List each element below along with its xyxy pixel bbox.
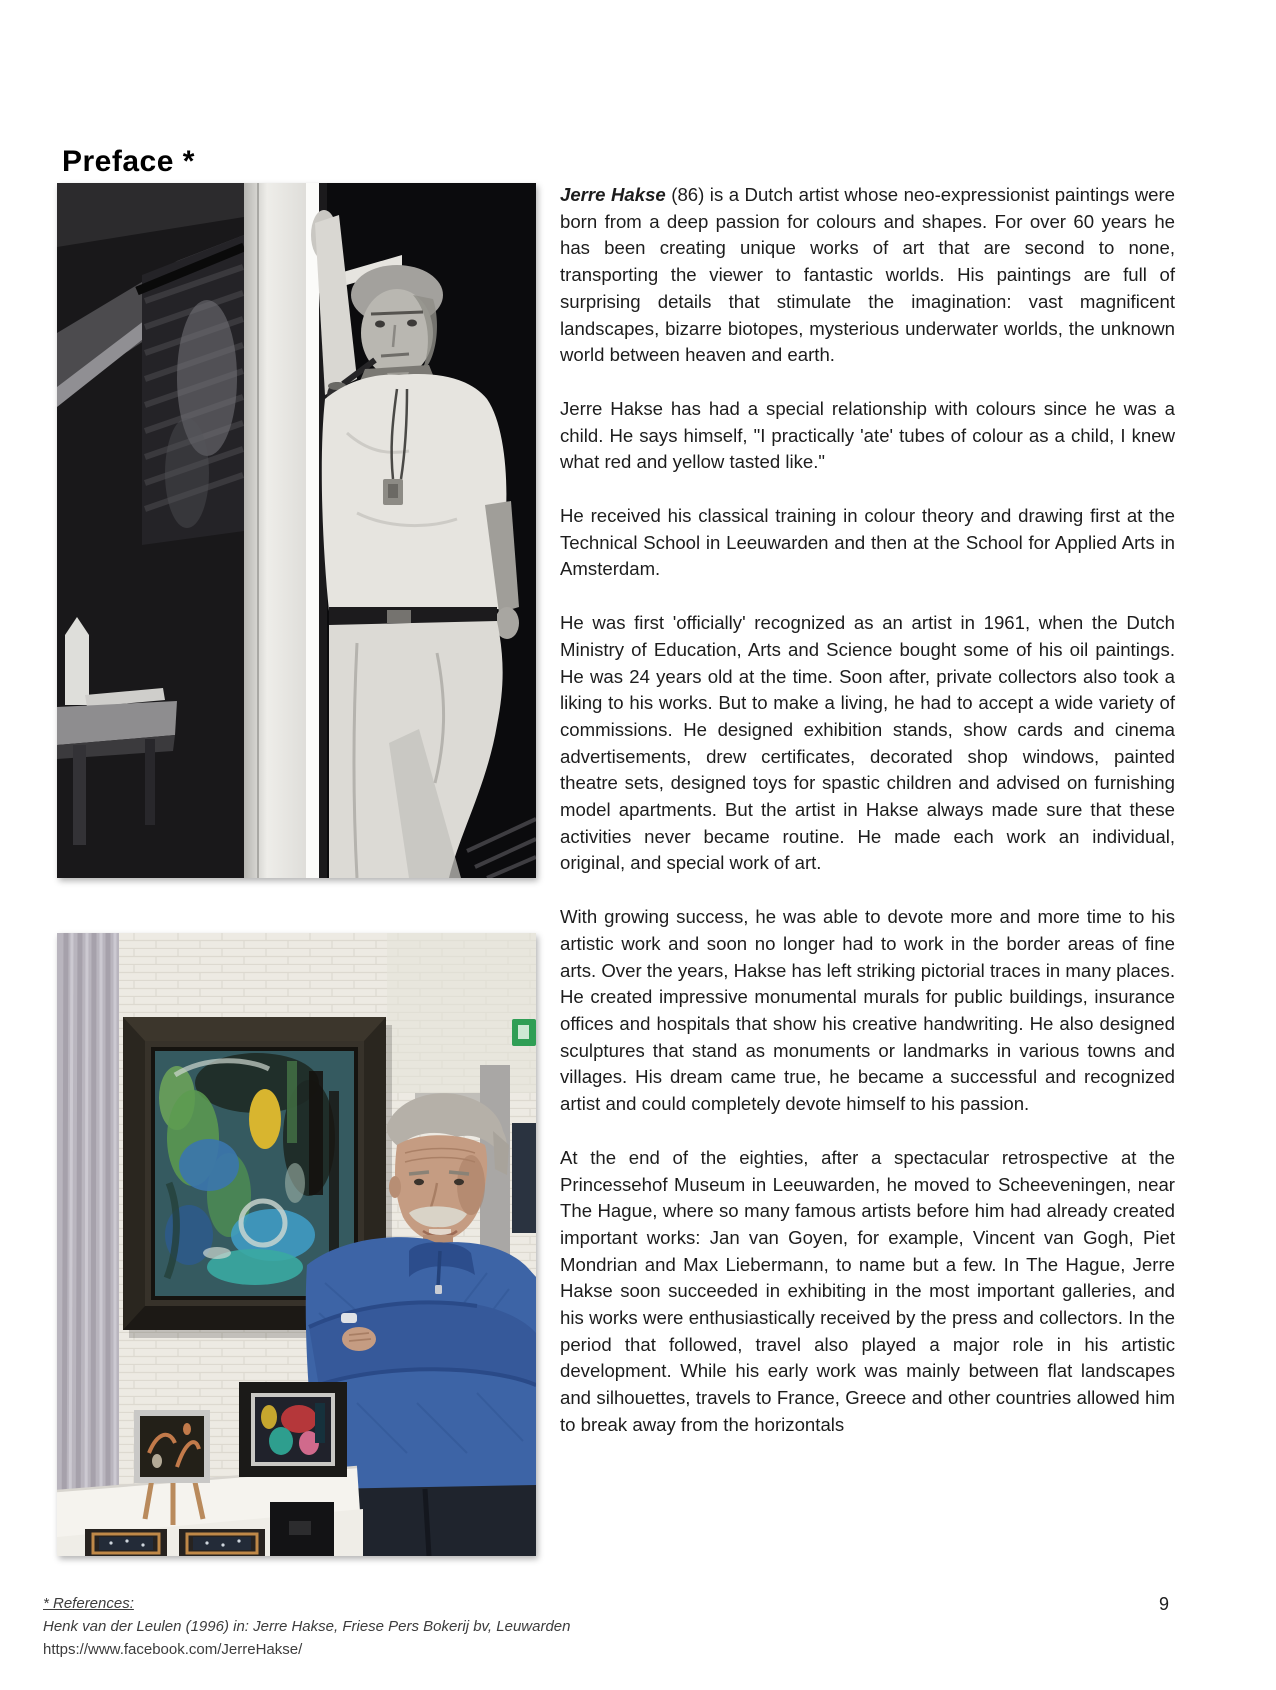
porch-window: [57, 183, 244, 878]
article-text-column: [560, 182, 1175, 1466]
paragraph-training: He received his classical training in colour theory and drawing first at the Technical School in Leeuwarden and then at the School for Applied Arts in Amsterdam.: [560, 505, 1175, 580]
page-title: Preface *: [62, 145, 195, 179]
white-pillar: [244, 183, 327, 878]
paragraph-intro-text: (86) is a Dutch artist whose neo-expressionist paintings were born from a deep passion for colours and shapes. For over 60 years he has been creating unique works of art that are second to none, transporting the viewer to fantastic worlds. His paintings are full of surprising details that stimulate the imagination: vast magnificent landscapes, bizarre biotopes, mysterious underwater worlds, the unknown world between heaven and earth.: [560, 184, 1176, 366]
reference-url-link[interactable]: https://www.facebook.com/JerreHakse/: [43, 1641, 303, 1658]
paragraph-success: With growing success, he was able to devote more and more time to his artistic work and soon no longer had to work in the border areas of fine arts. Over the years, Hakse has left striking pictorial traces in many places. He created impressive monumental murals for public buildings, insurance offices and hospitals that show his creative handwriting. He also designed sculptures that stand as monuments or landmarks in various towns and villages. His dream came true, he became a successful and recognized artist and could completely devote himself to his passion.: [560, 906, 1175, 1115]
small-framed-painting-black: [239, 1382, 347, 1477]
page-number: 9: [1158, 1594, 1169, 1614]
small-framed-painting-easel: [134, 1410, 210, 1525]
artist-name-lead: Jerre Hakse: [560, 184, 666, 205]
paragraph-recognition: He was first 'officially' recognized as an artist in 1961, when the Dutch Ministry of Education, Arts and Science bought some of his oil paintings. He was 24 years old at the time. Soon after, private collectors also took a liking to his works. But to make a living, he had to accept a wide variety of commissions. He designed exhibition stands, show cards and cinema advertisements, drew certificates, decorated shop windows, painted theatre sets, designed toys for spastic children and advised on furnishing model apartments. But the artist in Hakse always made sure that these activities never became routine. He made each work an individual, original, and special work of art.: [560, 612, 1175, 874]
references-label: * References:: [43, 1595, 134, 1612]
photo2-illustration: [57, 933, 536, 1556]
paragraph-eighties: At the end of the eighties, after a spectacular retrospective at the Princessehof Museum in Leeuwarden, he moved to Scheeveningen, near The Hague, where so many famous artists before him had already created important works: Jan van Goyen, for example, Vincent van Gogh, Piet Mondrian and Max Liebermann, to name but a few. In The Hague, Jerre Hakse soon succeeded in exhibiting in the most important galleries, and his works were enthusiastically received by the press and collectors. In the period that followed, travel also played a major role in his artistic development. While his early work was mainly between flat landscapes and silhouettes, travels to France, Greece and other countries allowed him to break away from the horizontals: [560, 1146, 1175, 1435]
photo1-illustration: [57, 183, 536, 878]
references-footer: [43, 1592, 570, 1661]
exit-sign: [512, 1019, 536, 1046]
curtain: [57, 933, 119, 1556]
reference-citation: Henk van der Leulen (1996) in: Jerre Hakse, Friese Pers Bokerij bv, Leuwarden: [43, 1618, 571, 1635]
photo-artist-gallery: [57, 933, 536, 1556]
paragraph-intro: [560, 182, 1175, 369]
photo-artist-pipe-bw: [57, 183, 536, 878]
paragraph-colours-childhood: Jerre Hakse has had a special relationship with colours since he was a child. He says himself, "I practically 'ate' tubes of colour as a child, I knew what red and yellow tasted like.": [560, 397, 1175, 473]
